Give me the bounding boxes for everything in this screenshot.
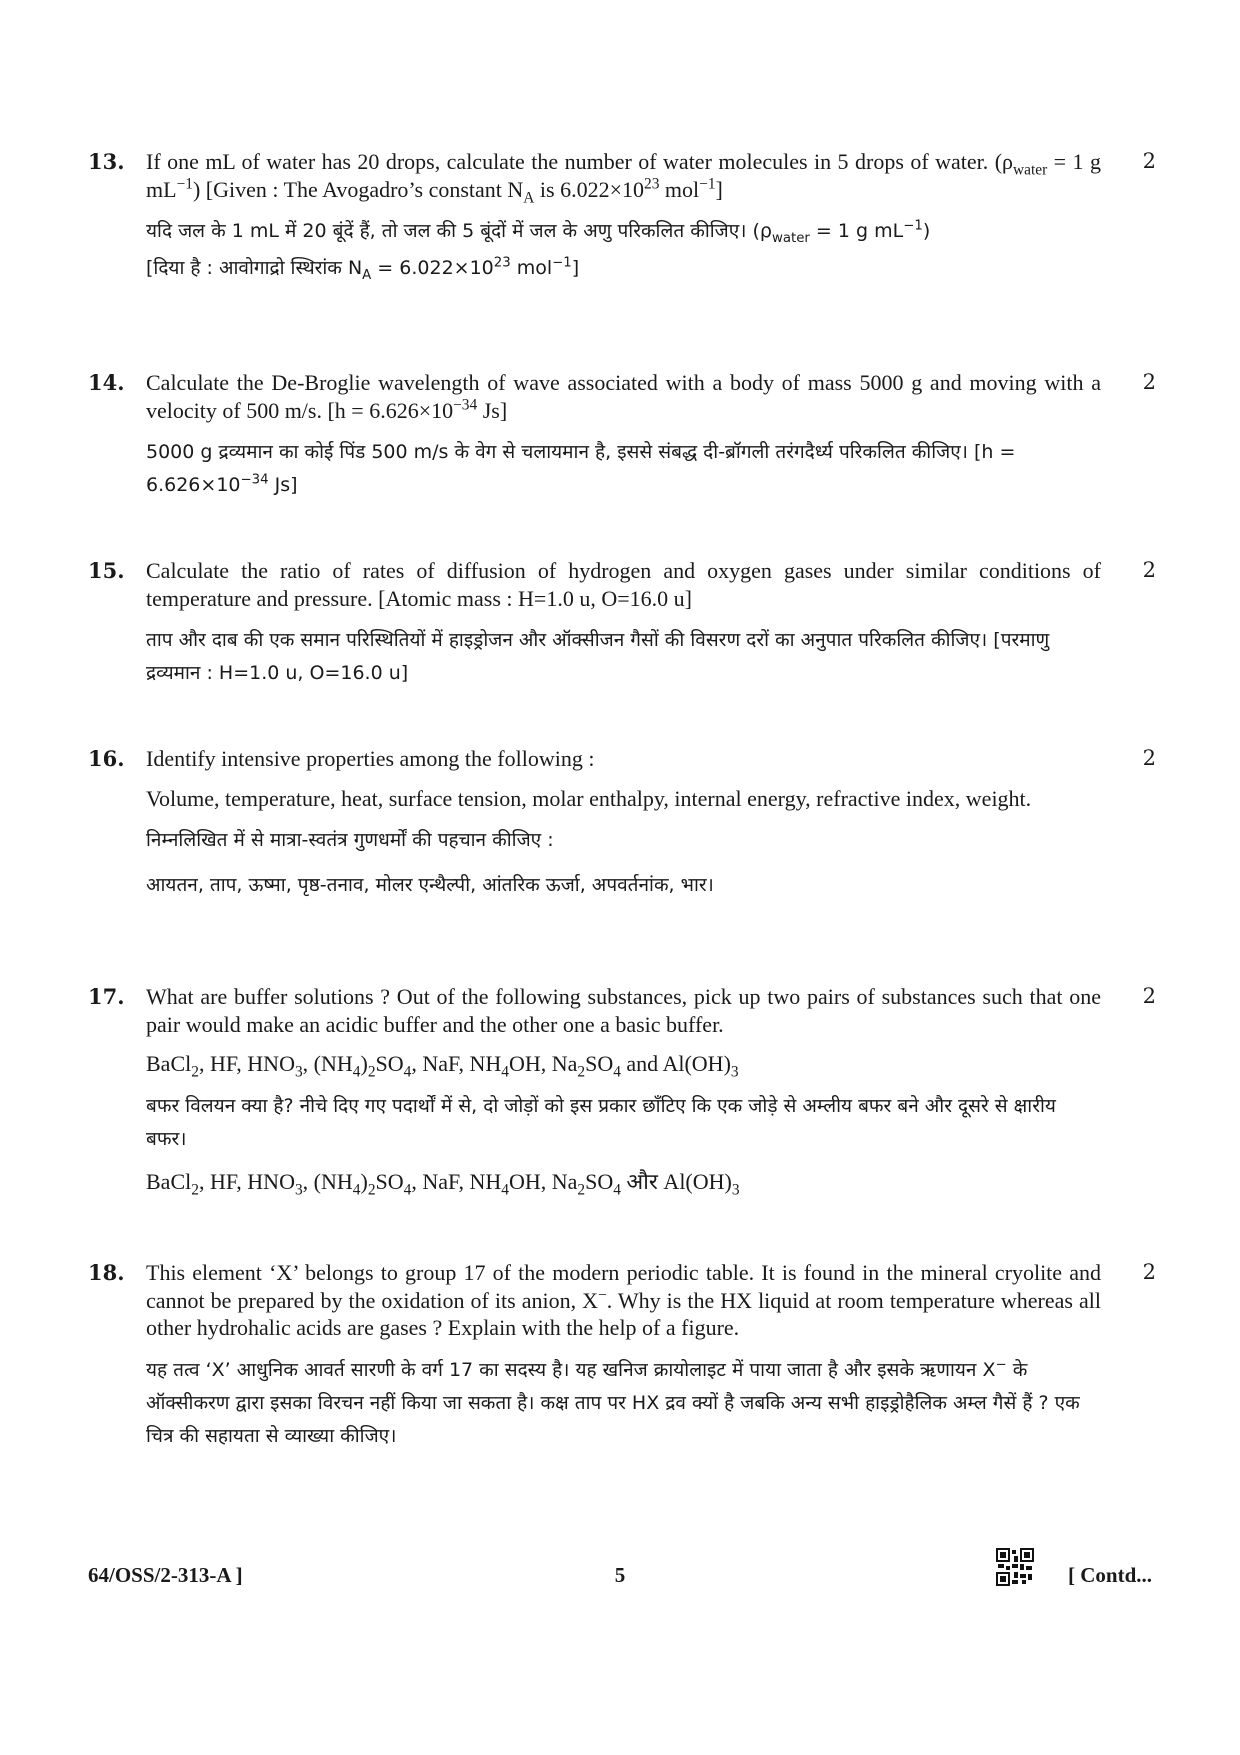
- question-text-english: Calculate the De-Broglie wavelength of wave associated with a body of mass 5000 g and moving with a velocity of 500 m/s. [$h = 6.626\times 10^{-34}$ Js]: [146, 370, 1101, 423]
- continued-label: [ Contd...: [1067, 1563, 1152, 1587]
- property-list-hindi: आयतन, ताप, ऊष्मा, पृष्ठ-तनाव, मोलर एन्थैल्पी, आंतरिक ऊर्जा, अपवर्तनांक, भार।: [146, 874, 714, 897]
- question-number: 16.: [88, 746, 125, 771]
- question-body: [146, 745, 1101, 903]
- question-body: [146, 983, 1101, 1199]
- question-text-hindi: यदि जल के 1 mL में 20 बूंदें हैं, तो जल की 5 बूंदों में जल के अणु परिकलित कीजिए। ($\rho_{water} = 1$ g $mL^{-1}$): [146, 218, 931, 246]
- question-marks: 2: [1142, 1260, 1156, 1284]
- question-text-hindi-given: [दिया है : आवोगाद्रो स्थिरांक $N_A = 6.022\times 10^{23}$ mol$^{-1}$]: [146, 255, 580, 284]
- question-text-hindi: ताप और दाब की एक समान परिस्थितियों में हाइड्रोजन और ऑक्सीजन गैसों की विसरण दरों का अनुपात परिकलित कीजिए। [परमाणु द्रव्यमान : H=1.0 u, O=16.0 u]: [146, 629, 1050, 685]
- question-number: 13.: [88, 149, 125, 174]
- question-text-hindi: 5000 g द्रव्यमान का कोई पिंड 500 m/s के वेग से चलायमान है, इससे संबद्ध दी-ब्रॉगली तरंगदैर्ध्य परिकलित कीजिए। [$h = 6.626\times 10^{-34}$ Js]: [146, 441, 1016, 497]
- substance-list-english: BaCl$_2$, HF, $HNO_3$, $(NH_4)_2SO_4$, NaF, $NH_4OH$, $Na_2SO_4$ and $Al(OH)_3$: [146, 1051, 739, 1081]
- question-text-english: What are buffer solutions ? Out of the following substances, pick up two pairs of substances such that one pair would make an acidic buffer and the other one a basic buffer.: [146, 984, 1101, 1037]
- qr-code-icon: [996, 1548, 1034, 1586]
- question-body: [146, 557, 1101, 691]
- question-text-english: Calculate the ratio of rates of diffusion of hydrogen and oxygen gases under similar conditions of temperature and pressure. [Atomic mass : H=1.0 u, O=16.0 u]: [146, 558, 1101, 611]
- question-number: 14.: [88, 370, 125, 395]
- question-body: [146, 369, 1101, 503]
- question-text-hindi: निम्नलिखित में से मात्रा-स्वतंत्र गुणधर्मों की पहचान कीजिए :: [146, 829, 554, 851]
- page-footer: [88, 1548, 1152, 1608]
- question-number: 18.: [88, 1260, 125, 1285]
- substance-list-hindi: BaCl$_2$, HF, $HNO_3$, $(NH_4)_2SO_4$, NaF, $NH_4OH$, $Na_2SO_4$ और $Al(OH)_3$: [146, 1169, 740, 1199]
- question-text-english: Identify intensive properties among the following :: [146, 746, 595, 771]
- question-text-english: If one mL of water has 20 drops, calculate the number of water molecules in 5 drops of water. ($\rho_{water} = 1$ g $mL^{-1}$) [Given : The Avogadro’s constant $N_A$ is $6.022\times 10^{23}$ mol$^{-1}$]: [146, 149, 1101, 206]
- question-marks: 2: [1142, 558, 1156, 582]
- question-marks: 2: [1142, 370, 1156, 394]
- question-marks: 2: [1142, 149, 1156, 173]
- paper-code: 64/OSS/2-313-A ]: [88, 1563, 243, 1587]
- question-marks: 2: [1142, 746, 1156, 770]
- question-number: 15.: [88, 558, 125, 583]
- page-number: 5: [614, 1563, 626, 1587]
- question-marks: 2: [1142, 984, 1156, 1008]
- question-text-english: This element ‘X’ belongs to group 17 of the modern periodic table. It is found in the mineral cryolite and cannot be prepared by the oxidation of its anion, X−. Why is the HX liquid at room temperature whereas all other hydrohalic acids are gases ? Explain with the help of a figure.: [146, 1260, 1101, 1340]
- property-list-english: Volume, temperature, heat, surface tension, molar enthalpy, internal energy, refractive index, weight.: [146, 785, 1032, 811]
- question-text-hindi: बफर विलयन क्या है? नीचे दिए गए पदार्थों में से, दो जोड़ों को इस प्रकार छाँटिए कि एक जोड़े से अम्लीय बफर बने और दूसरे से क्षारीय बफर।: [146, 1094, 1056, 1150]
- question-text-hindi: यह तत्व ‘X’ आधुनिक आवर्त सारणी के वर्ग 17 का सदस्य है। यह खनिज क्रायोलाइट में पाया जाता है और इसके ऋणायन X− के ऑक्सीकरण द्वारा इसका विरचन नहीं किया जा सकता है। कक्ष ताप पर HX द्रव क्यों है जबकि अन्य सभी हाइड्रोहैलिक अम्ल गैसें हैं ? एक चित्र की सहायता से व्याख्या कीजिए।: [146, 1357, 1080, 1447]
- question-number: 17.: [88, 984, 125, 1009]
- question-body: [146, 1259, 1101, 1453]
- question-body: [146, 148, 1101, 286]
